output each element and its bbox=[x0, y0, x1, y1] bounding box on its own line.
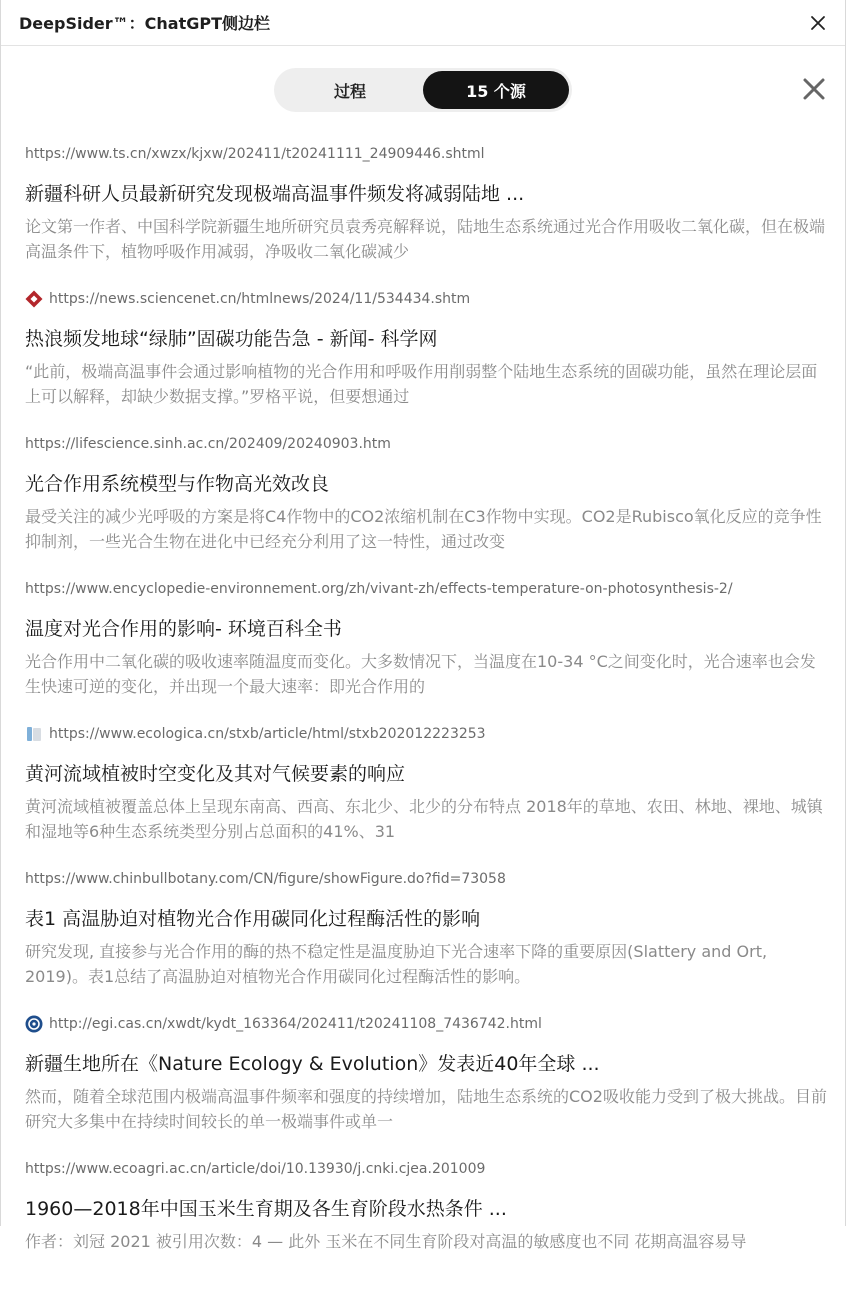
source-title[interactable]: 新疆科研人员最新研究发现极端高温事件频发将减弱陆地 ... bbox=[25, 183, 525, 205]
source-url[interactable]: https://www.encyclopedie-environnement.org/zh/vivant-zh/effects-temperature-on-photosynthesis-2/ bbox=[25, 581, 733, 597]
cas-icon bbox=[25, 1015, 43, 1033]
source-url[interactable]: https://www.ecologica.cn/stxb/article/html/stxb202012223253 bbox=[49, 726, 486, 742]
source-url[interactable]: https://www.chinbullbotany.com/CN/figure/showFigure.do?fid=73058 bbox=[25, 871, 506, 887]
source-item bbox=[25, 279, 827, 424]
source-snippet: 最受关注的减少光呼吸的方案是将C4作物中的CO2浓缩机制在C3作物中实现。CO2是Rubisco氧化反应的竞争性抑制剂，一些光合生物在进化中已经充分利用了这一特性，通过改变 bbox=[25, 507, 822, 551]
source-url[interactable]: http://egi.cas.cn/xwdt/kydt_163364/202411/t20241108_7436742.html bbox=[49, 1016, 542, 1032]
segmented-tabs bbox=[274, 68, 572, 112]
source-url-row bbox=[25, 134, 827, 174]
source-title[interactable]: 新疆生地所在《Nature Ecology & Evolution》发表近40年全球 ... bbox=[25, 1053, 600, 1075]
source-snippet: 然而，随着全球范围内极端高温事件频率和强度的持续增加，陆地生态系统的CO2吸收能力受到了极大挑战。目前研究大多集中在持续时间较长的单一极端事件或单一 bbox=[25, 1087, 827, 1131]
source-item bbox=[25, 859, 827, 1004]
source-item bbox=[25, 569, 827, 714]
source-item bbox=[25, 424, 827, 569]
source-url-row bbox=[25, 279, 827, 319]
source-url-row bbox=[25, 859, 827, 899]
source-snippet: 论文第一作者、中国科学院新疆生地所研究员袁秀亮解释说，陆地生态系统通过光合作用吸收二氧化碳，但在极端高温条件下，植物呼吸作用减弱，净吸收二氧化碳减少 bbox=[25, 217, 826, 261]
source-url[interactable]: https://www.ecoagri.ac.cn/article/doi/10.13930/j.cnki.cjea.201009 bbox=[25, 1161, 486, 1177]
source-title[interactable]: 热浪频发地球“绿肺”固碳功能告急 - 新闻- 科学网 bbox=[25, 328, 438, 350]
source-url[interactable]: https://news.sciencenet.cn/htmlnews/2024/11/534434.shtm bbox=[49, 291, 471, 307]
source-url-row bbox=[25, 714, 827, 754]
source-title[interactable]: 光合作用系统模型与作物高光效改良 bbox=[25, 473, 330, 495]
close-panel-icon[interactable] bbox=[801, 76, 827, 102]
source-snippet: 研究发现, 直接参与光合作用的酶的热不稳定性是温度胁迫下光合速率下降的重要原因(Slattery and Ort, 2019)。表1总结了高温胁迫对植物光合作用碳同化过程酶活性的影响。 bbox=[25, 942, 768, 986]
source-url-row bbox=[25, 424, 827, 464]
source-title[interactable]: 1960—2018年中国玉米生育期及各生育阶段水热条件 ... bbox=[25, 1198, 507, 1220]
source-url-row bbox=[25, 1004, 827, 1044]
tab-sources[interactable]: 15 个源 bbox=[423, 71, 569, 109]
source-snippet: “此前，极端高温事件会通过影响植物的光合作用和呼吸作用削弱整个陆地生态系统的固碳功能，虽然在理论层面上可以解释，却缺少数据支撑。”罗格平说，但要想通过 bbox=[25, 362, 818, 406]
source-list bbox=[1, 134, 845, 1294]
source-item bbox=[25, 134, 827, 279]
source-item bbox=[25, 1149, 827, 1294]
window-title: DeepSider™：ChatGPT侧边栏 bbox=[19, 14, 270, 33]
tabs-row bbox=[1, 46, 845, 134]
close-icon[interactable] bbox=[805, 10, 831, 36]
source-snippet: 作者：刘冠 2021 被引用次数：4 — 此外 玉米在不同生育阶段对高温的敏感度也不同 花期高温容易导 bbox=[25, 1232, 747, 1251]
source-title[interactable]: 黄河流域植被时空变化及其对气候要素的响应 bbox=[25, 763, 406, 785]
source-snippet: 黄河流域植被覆盖总体上呈现东南高、西高、东北少、北少的分布特点 2018年的草地、农田、林地、裸地、城镇和湿地等6种生态系统类型分别占总面积的41%、31 bbox=[25, 797, 823, 841]
source-item bbox=[25, 1004, 827, 1149]
sciencenet-icon bbox=[25, 290, 43, 308]
tab-process[interactable]: 过程 bbox=[333, 81, 366, 101]
ecologica-icon bbox=[25, 725, 43, 743]
source-url-row bbox=[25, 1149, 827, 1189]
title-bar bbox=[1, 0, 845, 46]
source-url[interactable]: https://www.ts.cn/xwzx/kjxw/202411/t20241111_24909446.shtml bbox=[25, 146, 485, 162]
source-title[interactable]: 表1 高温胁迫对植物光合作用碳同化过程酶活性的影响 bbox=[25, 908, 481, 930]
source-url-row bbox=[25, 569, 827, 609]
source-title[interactable]: 温度对光合作用的影响- 环境百科全书 bbox=[25, 618, 342, 640]
source-snippet: 光合作用中二氧化碳的吸收速率随温度而变化。大多数情况下，当温度在10-34 °C之间变化时，光合速率也会发生快速可逆的变化，并出现一个最大速率：即光合作用的 bbox=[25, 652, 816, 696]
source-url[interactable]: https://lifescience.sinh.ac.cn/202409/20240903.htm bbox=[25, 436, 391, 452]
source-item bbox=[25, 714, 827, 859]
